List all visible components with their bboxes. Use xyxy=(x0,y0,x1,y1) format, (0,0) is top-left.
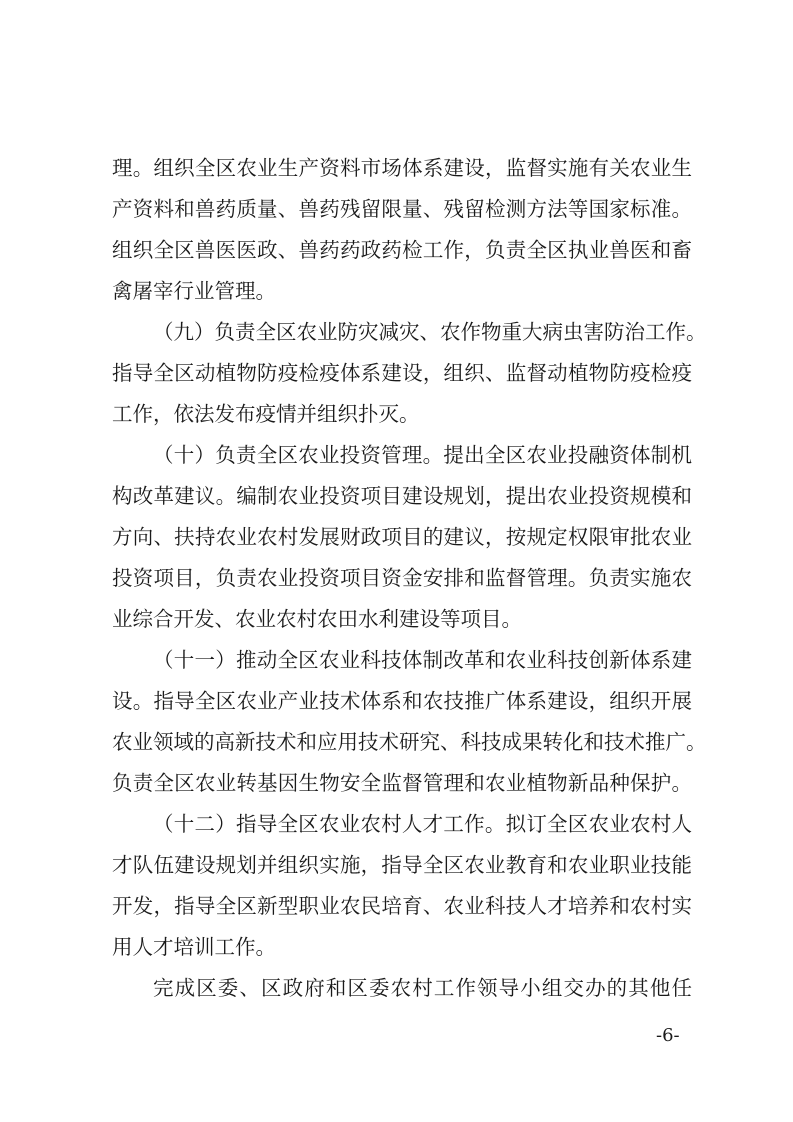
text-line: 完成区委、区政府和区委农村工作领导小组交办的其他任 xyxy=(153,976,692,1000)
text-line: 农业领域的高新技术和应用技术研究、科技成果转化和技术推广。 xyxy=(112,730,707,754)
text-line: 组织全区兽医医政、兽药药政药检工作，负责全区执业兽医和畜 xyxy=(112,238,692,262)
text-line: 理。组织全区农业生产资料市场体系建设，监督实施有关农业生 xyxy=(112,156,692,180)
text-line: 开发，指导全区新型职业农民培育、农业科技人才培养和农村实 xyxy=(112,894,692,918)
text-line: 负责全区农业转基因生物安全监督管理和农业植物新品种保护。 xyxy=(112,771,692,795)
text-line: （十一）推动全区农业科技体制改革和农业科技创新体系建 xyxy=(153,648,692,672)
page-number: -6- xyxy=(656,1025,680,1046)
text-line: （十二）指导全区农业农村人才工作。拟订全区农业农村人 xyxy=(153,812,692,836)
text-line: 投资项目，负责农业投资项目资金安排和监督管理。负责实施农 xyxy=(112,566,692,590)
text-line: 产资料和兽药质量、兽药残留限量、残留检测方法等国家标准。 xyxy=(112,197,692,221)
text-line: （九）负责全区农业防灾减灾、农作物重大病虫害防治工作。 xyxy=(153,320,707,344)
text-line: 方向、扶持农业农村发展财政项目的建议，按规定权限审批农业 xyxy=(112,525,692,549)
text-line: 设。指导全区农业产业技术体系和农技推广体系建设，组织开展 xyxy=(112,689,692,713)
text-line: （十）负责全区农业投资管理。提出全区农业投融资体制机 xyxy=(153,443,692,467)
text-line: 才队伍建设规划并组织实施，指导全区农业教育和农业职业技能 xyxy=(112,853,692,877)
text-line: 用人才培训工作。 xyxy=(112,935,276,959)
text-line: 业综合开发、农业农村农田水利建设等项目。 xyxy=(112,607,522,631)
text-line: 指导全区动植物防疫检疫体系建设，组织、监督动植物防疫检疫 xyxy=(112,361,692,385)
text-line: 禽屠宰行业管理。 xyxy=(112,279,276,303)
text-line: 工作，依法发布疫情并组织扑灭。 xyxy=(112,402,420,426)
text-line: 构改革建议。编制农业投资项目建设规划，提出农业投资规模和 xyxy=(112,484,692,508)
